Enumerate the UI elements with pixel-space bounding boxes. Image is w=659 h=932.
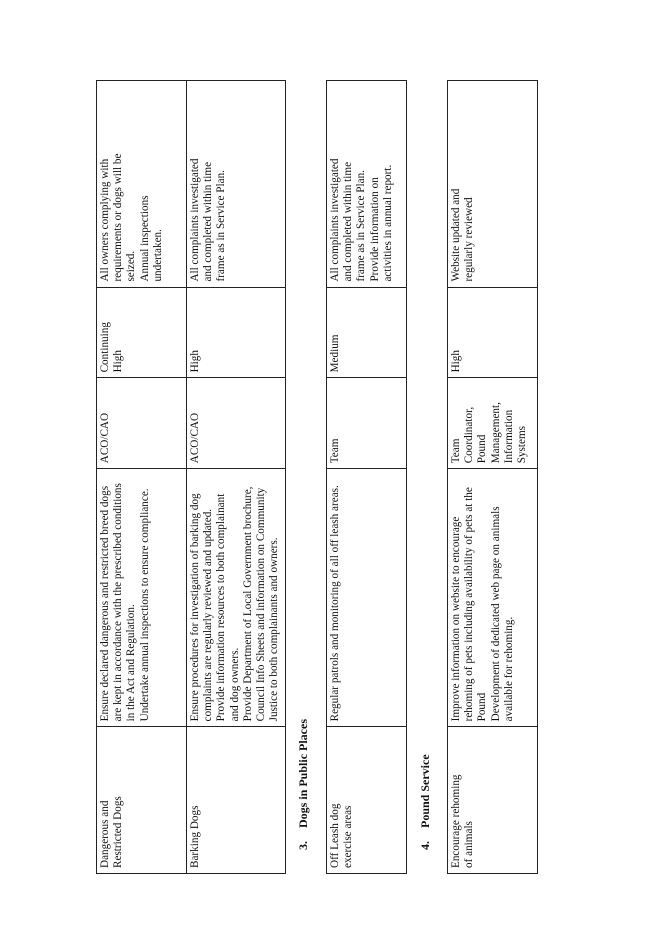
section-heading: 4.Pound Service	[418, 754, 432, 850]
action-cell: Regular patrols and monitoring of all off leash areas.	[327, 469, 407, 727]
responsibility-cell: ACO/CAO	[187, 378, 286, 469]
priority-cell: High	[187, 287, 286, 378]
table-row	[187, 81, 286, 874]
plan-table-dogs	[96, 80, 286, 874]
outcome-cell: All owners complying with requirements or dogs will be seized. Annual inspections undertaken.	[97, 81, 187, 288]
plan-table-pound-service	[447, 80, 538, 874]
responsibility-cell: Team Coordinator, Pound Management, Information Systems	[448, 378, 538, 469]
action-cell: Ensure procedures for investigation of barking dog complaints are regularly reviewed and updated. Provide information resources to both complainant and dog owners. Provide Department of Local Government brochure, Council Info Sheets and information on Community Justice to both complainants and owners.	[187, 469, 286, 727]
priority-cell: Continuing High	[97, 287, 187, 378]
outcome-cell: All complaints investigated and completed within time frame as in Service Plan.	[187, 81, 286, 288]
issue-cell: Barking Dogs	[187, 727, 286, 874]
plan-table-public-places	[326, 80, 407, 874]
issue-cell: Dangerous and Restricted Dogs	[97, 727, 187, 874]
responsibility-cell: Team	[327, 378, 407, 469]
issue-cell: Encourage rehoming of animals	[448, 727, 538, 874]
table-row	[448, 81, 538, 874]
table-row	[327, 81, 407, 874]
action-cell: Improve information on website to encourage rehoming of pets including availability of pets at the Pound Development of dedicated web page on animals available for rehoming.	[448, 469, 538, 727]
outcome-cell: Website updated and regularly reviewed	[448, 81, 538, 288]
action-cell: Ensure declared dangerous and restricted breed dogs are kept in accordance with the prescribed conditions in the Act and Regulation. Undertake annual inspections to ensure compliance.	[97, 469, 187, 727]
priority-cell: High	[448, 287, 538, 378]
table-row	[97, 81, 187, 874]
outcome-cell: All complaints investigated and completed within time frame as in Service Plan. Provide information on activities in annual report.	[327, 81, 407, 288]
issue-cell: Off Leash dog exercise areas	[327, 727, 407, 874]
responsibility-cell: ACO/CAO	[97, 378, 187, 469]
priority-cell: Medium	[327, 287, 407, 378]
section-heading: 3.Dogs in Public Places	[296, 718, 310, 850]
